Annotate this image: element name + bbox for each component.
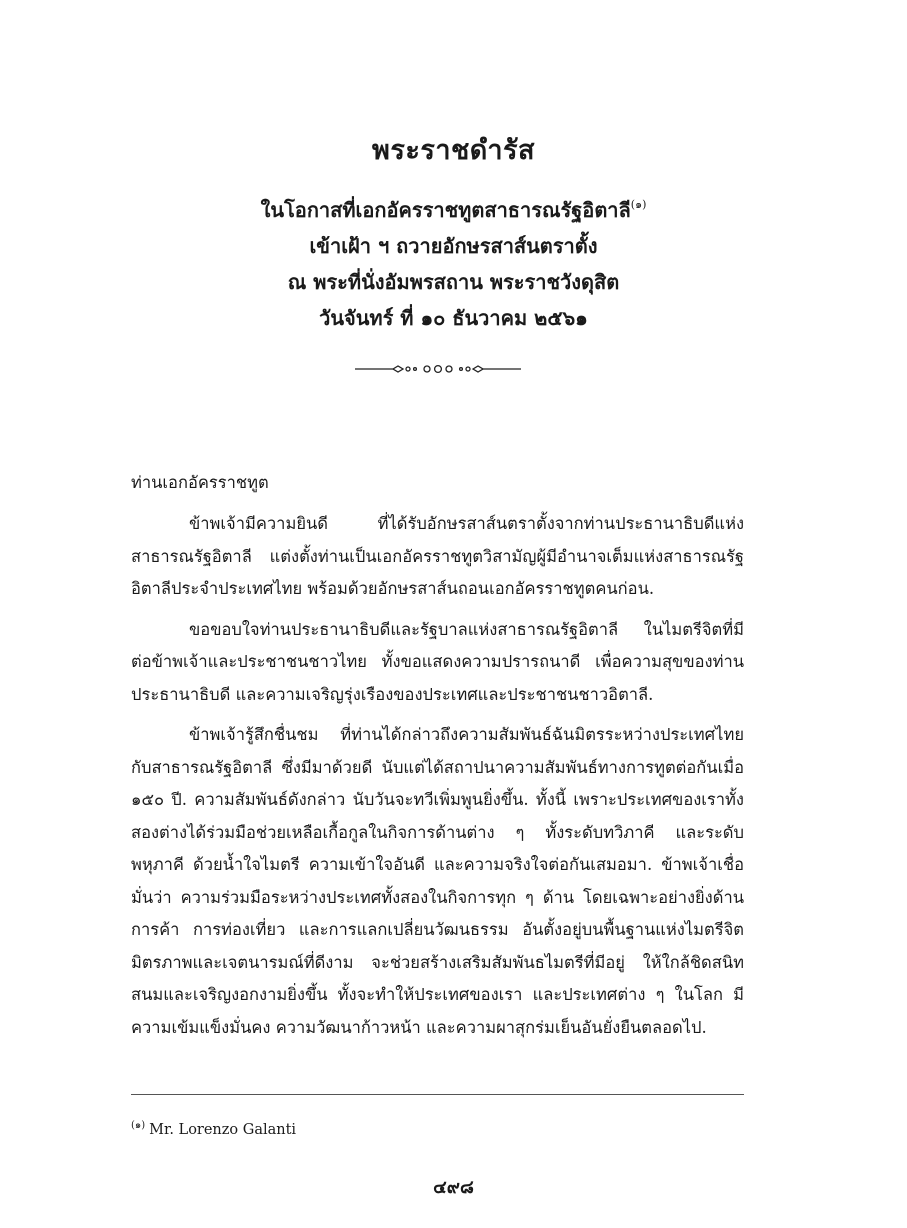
- footnote: [131, 1118, 296, 1142]
- occasion-line-1-text: ในโอกาสที่เอกอัครราชทูตสาธารณรัฐอิตาลี: [260, 198, 631, 222]
- page-number: ๔๙๘: [433, 1177, 474, 1198]
- paragraph-3: ข้าพเจ้ารู้สึกชื่นชม ที่ท่านได้กล่าวถึงความสัมพันธ์ฉันมิตรระหว่างประเทศไทยกับสาธารณรัฐอิตาลี ซึ่งมีมาด้วยดี นับแต่ได้สถาปนาความสัมพันธ์ทางการทูตต่อกันเมื่อ ๑๕๐ ปี. ความสัมพันธ์ดังกล่าว นับวันจะทวีเพิ่มพูนยิ่งขึ้น. ทั้งนี้ เพราะประเทศของเราทั้งสองต่างได้ร่วมมือช่วยเหลือเกื้อกูลในกิจการด้านต่าง ๆ ทั้งระดับทวิภาคี และระดับพหุภาคี ด้วยน้ำใจไมตรี ความเข้าใจอันดี และความจริงใจต่อกันเสมอมา. ข้าพเจ้าเชื่อมั่นว่า ความร่วมมือระหว่างประเทศทั้งสองในกิจการทุก ๆ ด้าน โดยเฉพาะอย่างยิ่งด้านการค้า การท่องเที่ยว และการแลกเปลี่ยนวัฒนธรรม อันตั้งอยู่บนพื้นฐานแห่งไมตรีจิตมิตรภาพและเจตนารมณ์ที่ดีงาม จะช่วยสร้างเสริมสัมพันธไมตรีที่มีอยู่ ให้ใกล้ชิดสนิทสนมและเจริญงอกงามยิ่งขึ้น ทั้งจะทำให้ประเทศของเรา และประเทศต่าง ๆ ในโลก มีความเข้มแข็งมั่นคง ความวัฒนาก้าวหน้า และความผาสุกร่มเย็นอันยั่งยืนตลอดไป.: [131, 725, 744, 1037]
- paragraph-2: ขอขอบใจท่านประธานาธิบดีและรัฐบาลแห่งสาธารณรัฐอิตาลี ในไมตรีจิตที่มีต่อข้าพเจ้าและประชาชนชาวไทย ทั้งขอแสดงความปรารถนาดี เพื่อความสุขของท่านประธานาธิบดี และความเจริญรุ่งเรืองของประเทศและประชาชนชาวอิตาลี.: [131, 619, 744, 704]
- occasion-line-2: เข้าเฝ้า ฯ ถวายอักษรสาส์นตราตั้ง: [309, 234, 598, 258]
- speech-body: [131, 508, 744, 1052]
- occasion-date: วันจันทร์ ที่ ๑๐ ธันวาคม ๒๕๖๑: [319, 306, 588, 330]
- occasion-heading: [0, 192, 907, 336]
- paragraph-1: ข้าพเจ้ามีความยินดี ที่ได้รับอักษรสาส์นตราตั้งจากท่านประธานาธิบดีแห่งสาธารณรัฐอิตาลี แต่งตั้งท่านเป็นเอกอัครราชทูตวิสามัญผู้มีอำนาจเต็มแห่งสาธารณรัฐอิตาลีประจำประเทศไทย พร้อมด้วยอักษรสาส์นถอนเอกอัครราชทูตคนก่อน.: [131, 514, 744, 598]
- occasion-line-1: [0, 192, 907, 228]
- footnote-divider: [131, 1094, 744, 1095]
- footnote-marker: (๑): [131, 1120, 146, 1131]
- occasion-line-3: ณ พระที่นั่งอัมพรสถาน พระราชวังดุสิต: [287, 270, 620, 294]
- salutation: ท่านเอกอัครราชทูต: [131, 473, 269, 492]
- page-title: พระราชดำรัส: [372, 135, 535, 166]
- footnote-reference: (๑): [630, 198, 647, 211]
- decorative-divider-icon: [353, 360, 523, 378]
- footnote-text: Mr. Lorenzo Galanti: [149, 1122, 297, 1138]
